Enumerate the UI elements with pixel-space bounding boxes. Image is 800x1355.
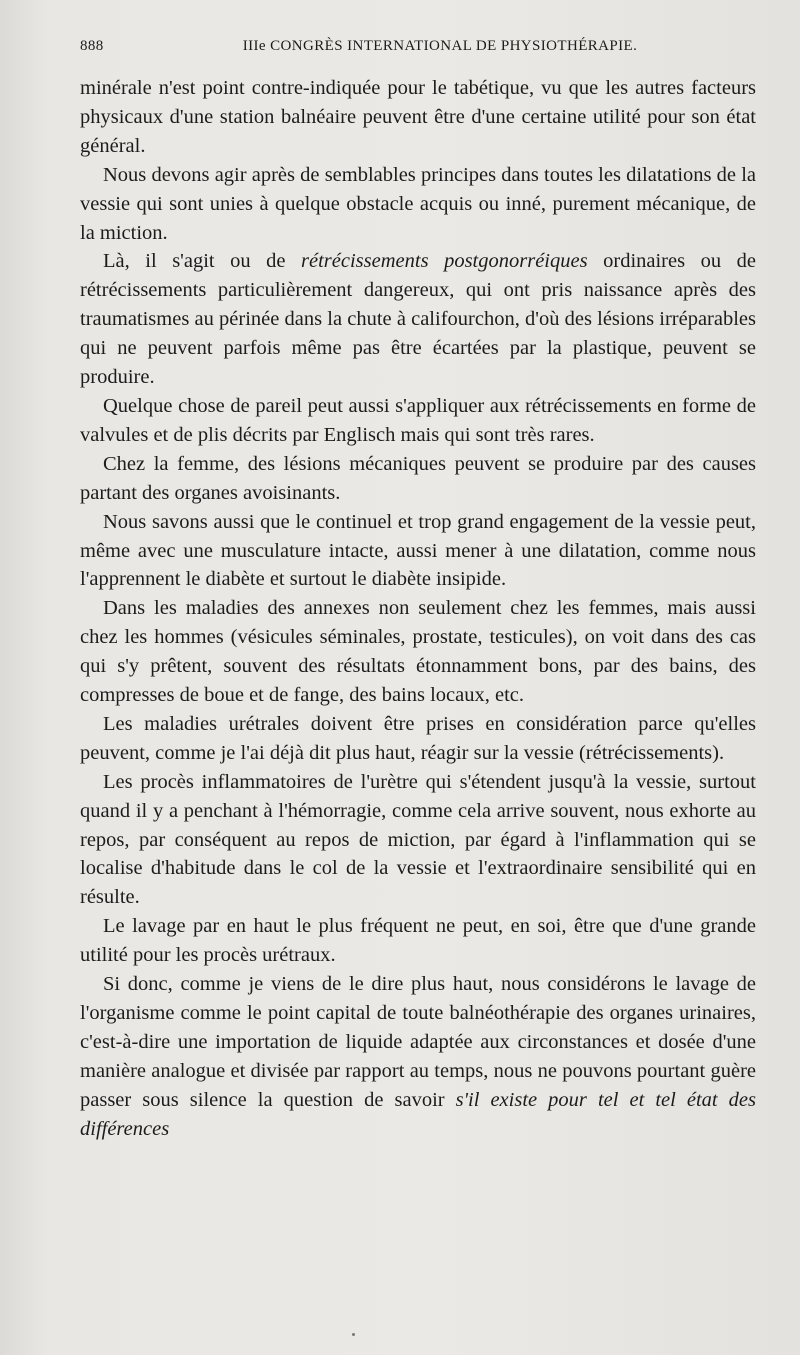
paragraph-valvules: Quelque chose de pareil peut aussi s'appliquer aux rétrécissements en forme de valvules et de plis décrits par Englisch mais qui sont très rares. bbox=[80, 394, 756, 446]
running-title: IIIe CONGRÈS INTERNATIONAL DE PHYSIOTHÉRAPIE. bbox=[242, 38, 638, 54]
paragraph-dilatations: Nous devons agir après de semblables principes dans toutes les dilatations de la vessie qui sont unies à quelque obstacle acquis ou inné, purement mécanique, de la miction. bbox=[80, 163, 756, 244]
italic-term: rétrécissements postgonorréiques bbox=[301, 250, 588, 273]
paper-speck bbox=[352, 1333, 355, 1336]
italic-phrase: s'il existe pour tel et tel état des différences bbox=[80, 1088, 756, 1140]
paragraph-continuation: minérale n'est point contre-indiquée pour le tabétique, vu que les autres facteurs physicaux d'une station balnéaire peuvent être d'une certaine utilité pour son état général. bbox=[80, 77, 756, 157]
page-header bbox=[80, 38, 760, 55]
page-number: 888 bbox=[80, 38, 104, 54]
paragraph-balneotherapie bbox=[80, 970, 756, 1143]
paragraph-annexes: Dans les maladies des annexes non seulement chez les femmes, mais aussi chez les hommes (vésicules séminales, prostate, testicules), on voit dans des cas qui s'y prêtent, souvent des résultats étonnamment bons, par des bains, des compresses de boue et de fange, des bains locaux, etc. bbox=[80, 597, 756, 707]
paragraph-inflammatoires: Les procès inflammatoires de l'urètre qui s'étendent jusqu'à la vessie, surtout quand il y a penchant à l'hémorragie, comme cela arrive souvent, nous exhorte au repos, par conséquent au repos de miction, par égard à l'inflammation qui se localise d'habitude dans le col de la vessie et l'extraordinaire sensibilité qui en résulte. bbox=[80, 770, 756, 909]
paragraph-diabete: Nous savons aussi que le continuel et trop grand engagement de la vessie peut, même avec une musculature intacte, aussi mener à une dilatation, comme nous l'apprennent le diabète et surtout le diabète insipide. bbox=[80, 510, 756, 591]
paragraph-retrecissements bbox=[80, 247, 756, 392]
paragraph-uretrales: Les maladies urétrales doivent être prises en considération parce qu'elles peuvent, comme je l'ai déjà dit plus haut, réagir sur la vessie (rétrécissements). bbox=[80, 712, 756, 764]
paragraph-lavage: Le lavage par en haut le plus fréquent ne peut, en soi, être que d'une grande utilité pour les procès urétraux. bbox=[80, 915, 756, 967]
paragraph-femme: Chez la femme, des lésions mécaniques peuvent se produire par des causes partant des organes avoisinants. bbox=[80, 452, 756, 504]
body-text bbox=[80, 74, 756, 1144]
paragraph-text: ordinaires ou de rétrécissements particulièrement dangereux, qui ont pris naissance après des traumatismes au périnée dans la chute à califourchon, d'où des lésions irréparables qui ne peuvent parfois même pas être écartées par la plastique, peuvent se produire. bbox=[80, 250, 756, 389]
paragraph-text: Si donc, comme je viens de le dire plus haut, nous considérons le lavage de l'organisme comme le point capital de toute balnéothérapie des organes urinaires, c'est-à-dire une importation de liquide adaptée aux circonstances et dosée d'une manière analogue et divisée par rapport au temps, nous ne pouvons pourtant guère passer sous silence la question de savoir bbox=[80, 973, 756, 1111]
paragraph-text: Là, il s'agit ou de bbox=[103, 250, 302, 273]
